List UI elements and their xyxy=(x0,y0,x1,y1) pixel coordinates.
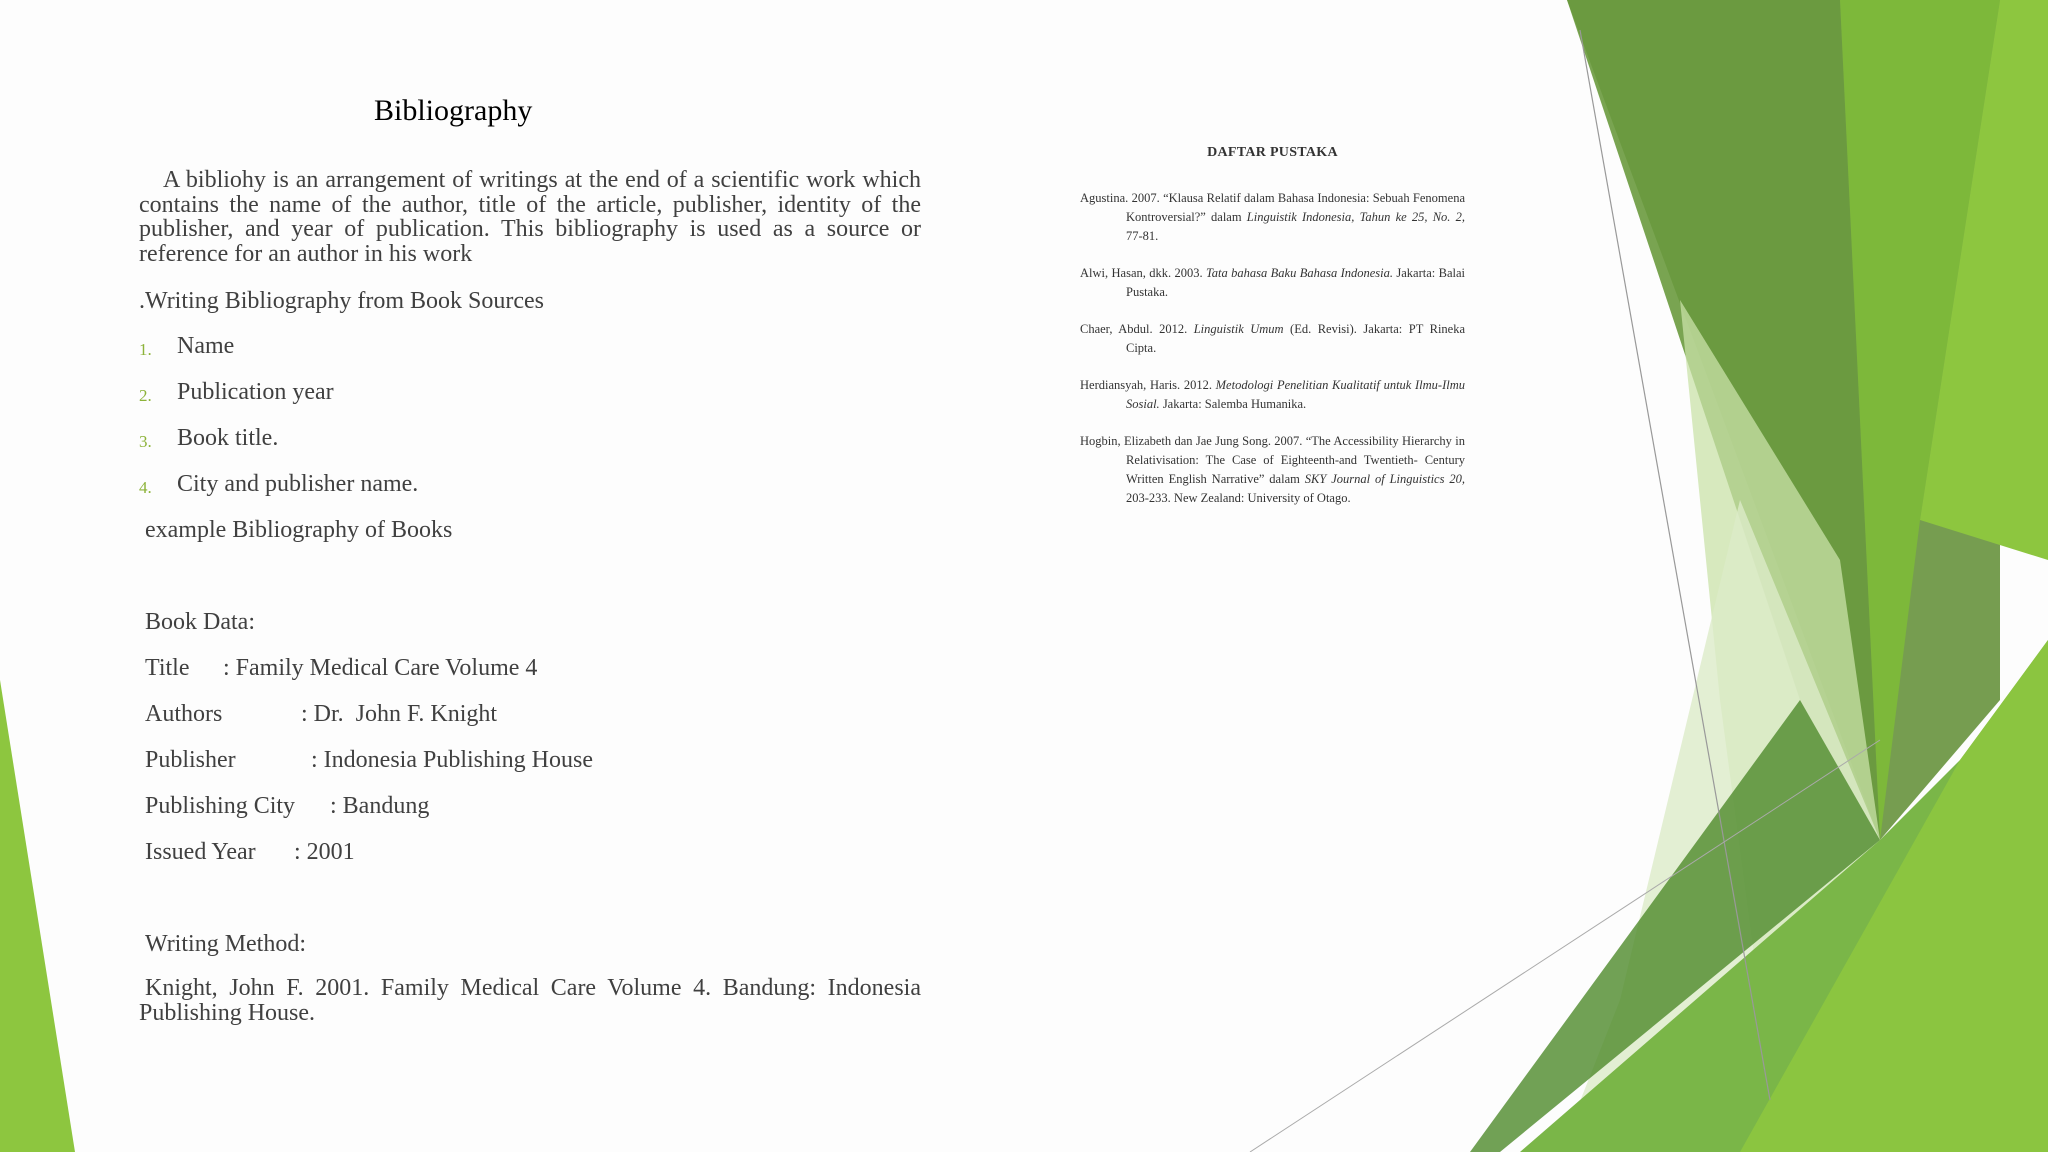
method-citation: Knight, John F. 2001. Family Medical Care Volume 4. Bandung: Indonesia Publishing House. xyxy=(139,975,921,1026)
reference-entry xyxy=(1080,264,1465,302)
book-publisher-label: Publisher xyxy=(145,747,236,773)
ref-text: Jakarta: Balai Pustaka. xyxy=(1126,266,1465,299)
ref-text: Herdiansyah, Haris. 2012. xyxy=(1080,378,1216,392)
list-item: City and publisher name. xyxy=(177,471,419,497)
book-publisher-value: : Indonesia Publishing House xyxy=(311,747,593,773)
list-number: 2. xyxy=(139,386,152,405)
list-item: Book title. xyxy=(177,425,279,451)
ref-text: 77-81. xyxy=(1126,229,1159,243)
reference-entry xyxy=(1080,376,1465,414)
ref-text: Chaer, Abdul. 2012. xyxy=(1080,322,1194,336)
book-title-value: : Family Medical Care Volume 4 xyxy=(223,655,538,681)
book-authors-label: Authors xyxy=(145,701,223,727)
reference-entry xyxy=(1080,432,1465,508)
book-year-value: : 2001 xyxy=(294,839,355,865)
ref-italic: Metodologi Penelitian Kualitatif untuk Ilmu-Ilmu Sosial. xyxy=(1126,378,1466,411)
book-city-label: Publishing City xyxy=(145,793,296,819)
ref-text: Hogbin, Elizabeth dan Jae Jung Song. 2007. “The Accessibility Hierarchy in Relativisation: The Case of Eighteenth-and Twentieth- Century Written English Narrative” dalam xyxy=(1080,434,1465,486)
book-title-label: Title xyxy=(145,655,190,681)
method-label: Writing Method: xyxy=(145,931,307,957)
scan-title: DAFTAR PUSTAKA xyxy=(1207,145,1338,160)
list-number: 4. xyxy=(139,478,152,497)
example-label: example Bibliography of Books xyxy=(145,517,453,543)
scanned-reference-list xyxy=(1080,145,1465,526)
ref-italic: Tata bahasa Baku Bahasa Indonesia. xyxy=(1206,266,1393,280)
list-number: 3. xyxy=(139,432,152,451)
method-text xyxy=(139,976,921,1025)
list-item: Publication year xyxy=(177,379,334,405)
reference-entry xyxy=(1080,320,1465,358)
subheading: .Writing Bibliography from Book Sources xyxy=(139,288,544,314)
slide-title: Bibliography xyxy=(374,94,533,127)
reference-entry xyxy=(1080,189,1465,246)
ref-italic: Linguistik Indonesia, Tahun ke 25, No. 2, xyxy=(1246,210,1465,224)
list-item: Name xyxy=(177,333,235,359)
ref-text: 203-233. New Zealand: University of Otago. xyxy=(1126,491,1351,505)
ref-text: (Ed. Revisi). Jakarta: PT Rineka Cipta. xyxy=(1126,322,1466,355)
book-authors-value: : Dr. John F. Knight xyxy=(301,701,498,727)
book-year-label: Issued Year xyxy=(145,839,256,865)
list-number: 1. xyxy=(139,340,152,359)
ref-italic: Linguistik Umum xyxy=(1193,322,1284,336)
book-city-value: : Bandung xyxy=(330,793,430,819)
ref-text: Jakarta: Salemba Humanika. xyxy=(1159,397,1307,411)
intro-text: A bibliohy is an arrangement of writings at the end of a scientific work which contains the name of the author, title of the article, publisher, identity of the publisher, and year of publication. This bibliography is used as a source or reference for an author in his work xyxy=(139,167,921,267)
intro-paragraph xyxy=(139,168,921,266)
ref-text: Alwi, Hasan, dkk. 2003. xyxy=(1080,266,1206,280)
book-data-label: Book Data: xyxy=(145,609,255,635)
ref-text: Agustina. 2007. “Klausa Relatif dalam Bahasa Indonesia: Sebuah Fenomena Kontroversial?” dalam xyxy=(1080,191,1465,224)
ref-italic: SKY Journal of Linguistics 20, xyxy=(1304,472,1465,486)
